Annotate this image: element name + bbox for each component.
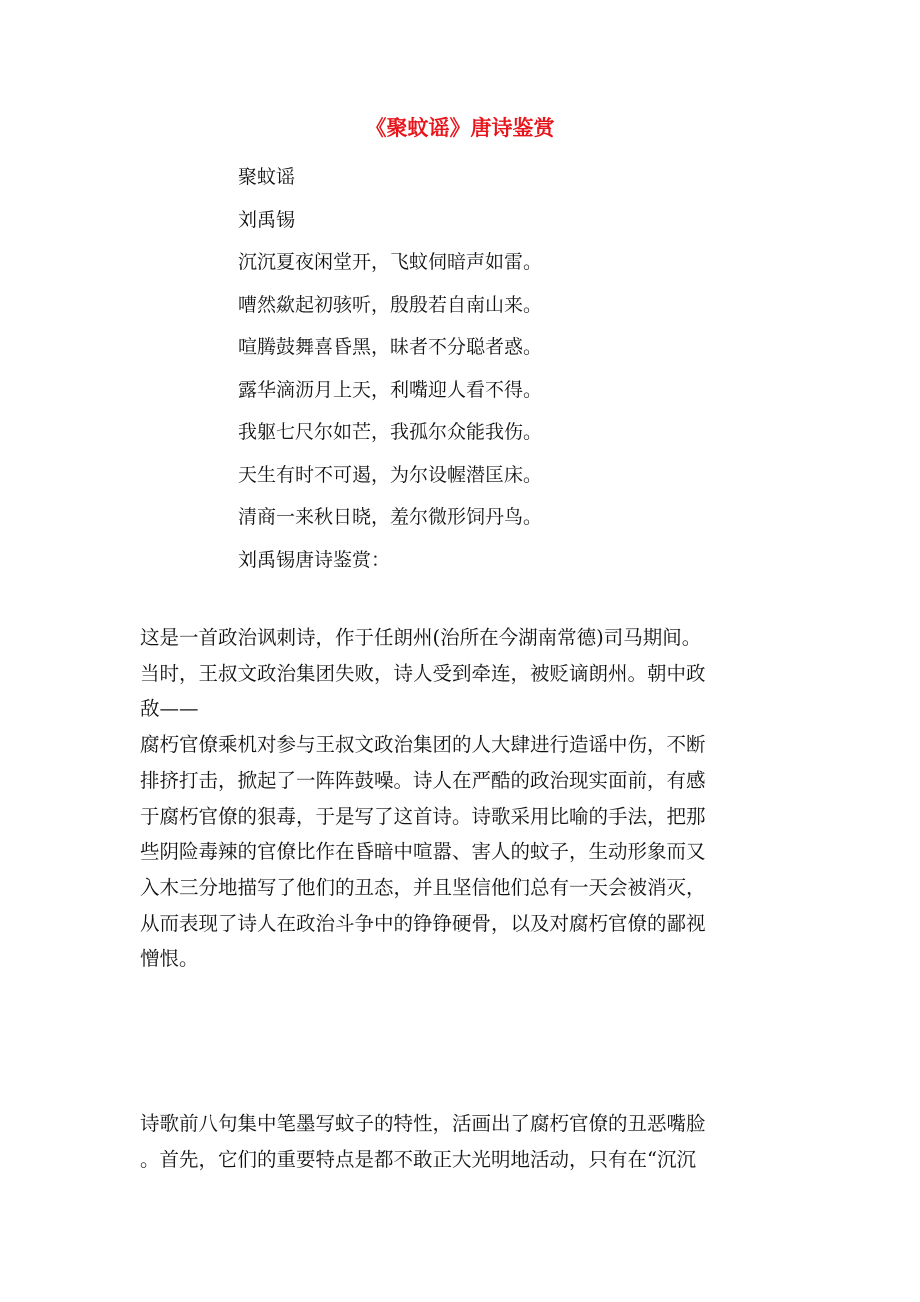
paragraph-analysis (140, 620, 780, 977)
poem-line: 露华滴沥月上天，利嘴迎人看不得。 (238, 378, 543, 401)
poem-line: 我躯七尺尔如芒，我孤尔众能我伤。 (238, 421, 543, 443)
paragraph-line: 于腐朽官僚的狠毒，于是写了这首诗。诗歌采用比喻的手法，把那 (140, 804, 706, 828)
paragraph-continued (140, 1106, 780, 1177)
paragraph-line: 入木三分地描写了他们的丑态，并且坚信他们总有一天会被消灭， (140, 875, 706, 899)
poem-line: 清商一来秋日晓，羞尔微形饲丹鸟。 (238, 506, 543, 528)
poem-block (238, 156, 542, 581)
poem-line: 喧腾鼓舞喜昏黑，昧者不分聪者惑。 (238, 336, 543, 358)
poem-name: 聚蚊谣 (238, 166, 296, 188)
poem-line: 沉沉夏夜闲堂开，飞蚊伺暗声如雷。 (238, 251, 543, 273)
appreciation-heading: 刘禹锡唐诗鉴赏： (238, 548, 391, 571)
paragraph-line: 些阴险毒辣的官僚比作在昏暗中喧嚣、害人的蚊子，生动形象而又 (140, 840, 706, 864)
paragraph-line: 诗歌前八句集中笔墨写蚊子的特性，活画出了腐朽官僚的丑恶嘴脸 (140, 1112, 706, 1135)
paragraph-line: 腐朽官僚乘机对参与王叔文政治集团的人大肆进行造谣中伤，不断 (140, 733, 706, 757)
paragraph-line: 这是一首政治讽刺诗，作于任朗州(治所在今湖南常德)司马期间。 (140, 626, 702, 649)
paragraph-line: 排挤打击，掀起了一阵阵鼓噪。诗人在严酷的政治现实面前，有感 (140, 768, 706, 792)
paragraph-line: 憎恨。 (140, 947, 199, 971)
paragraph-line: 从而表现了诗人在政治斗争中的铮铮硬骨，以及对腐朽官僚的鄙视 (140, 911, 706, 935)
document-title: 《聚蚊谣》唐诗鉴赏 (365, 115, 555, 140)
poem-author: 刘禹锡 (238, 208, 296, 231)
paragraph-line: 。首先，它们的重要特点是都不敢正大光明地活动，只有在“沉沉 (140, 1147, 696, 1171)
paragraph-line: 当时，王叔文政治集团失败，诗人受到牵连，被贬谪朗州。朝中政 (140, 661, 706, 685)
poem-line: 嘈然歘起初骇听，殷殷若自南山来。 (238, 293, 543, 316)
poem-line: 天生有时不可遏，为尔设幄潜匡床。 (238, 463, 543, 486)
paragraph-line: 敌—— (140, 697, 199, 721)
